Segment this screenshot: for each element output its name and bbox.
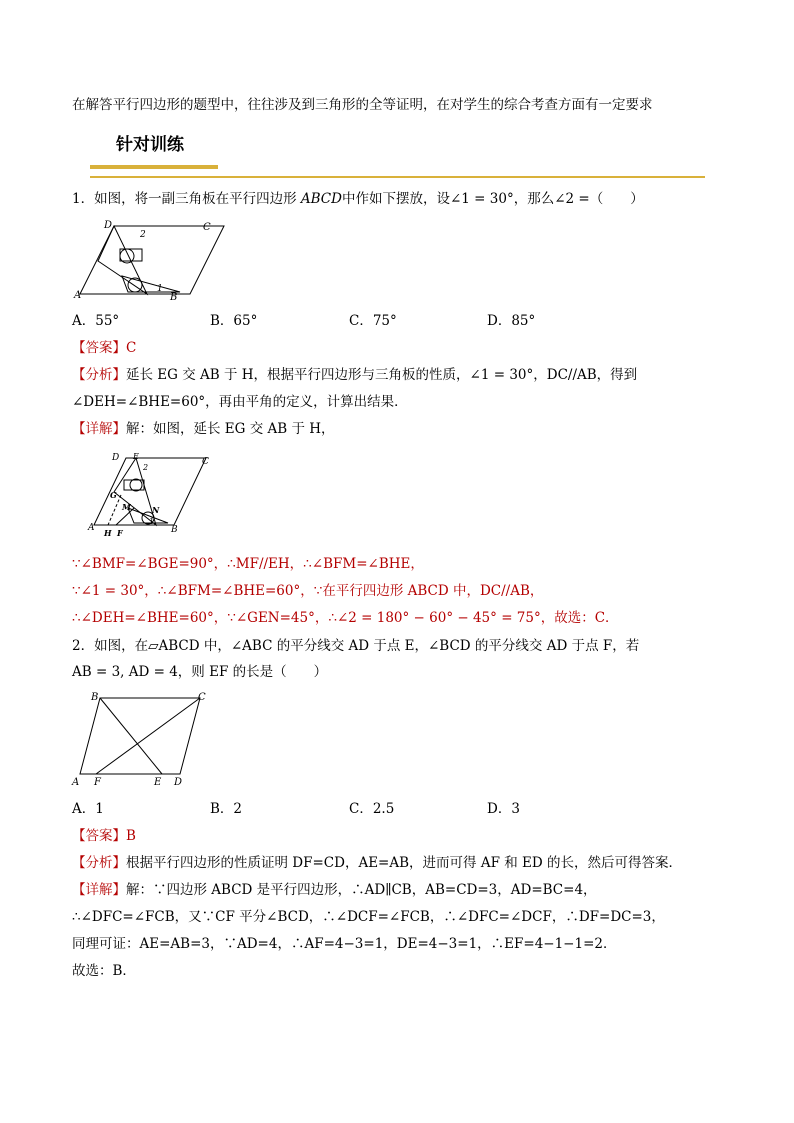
q2-stem-line2: AB = 3, AD = 4，则 EF 的长是（ ） — [72, 664, 328, 680]
label-A: A — [72, 777, 80, 788]
q2-stem-line1: 2．如图，在▱ABCD 中，∠ABC 的平分线交 AD 于点 E，∠BCD 的平分线交 AD 于点 F，若 — [72, 638, 640, 654]
label-2: 2 — [143, 463, 149, 472]
label-1: 1 — [149, 517, 155, 526]
label-2: 2 — [140, 230, 146, 240]
label-N: N — [152, 505, 160, 515]
q2-answer: 【答案】B — [72, 828, 136, 844]
q2-option-c: C．2.5 — [349, 801, 395, 817]
q1-stem: 1．如图，将一副三角板在平行四边形 ABCD中作如下摆放，设∠1 = 30°，那么∠2 =（ ） — [72, 191, 644, 207]
label-C: C — [202, 457, 209, 467]
q2-figure — [70, 688, 220, 788]
label-D: D — [174, 777, 183, 788]
section-divider — [90, 176, 705, 178]
label-E: E — [133, 452, 139, 461]
q1-analysis-line1: 【分析】延长 EG 交 AB 于 H，根据平行四边形与三角板的性质，∠1 = 30°，DC//AB，得到 — [72, 367, 638, 383]
label-B: B — [171, 525, 178, 535]
label-F: F — [94, 777, 101, 788]
label-D: D — [104, 220, 113, 231]
label-B: B — [91, 692, 99, 703]
q2-option-a: A．1 — [72, 801, 104, 817]
q1-option-c: C．75° — [349, 313, 397, 329]
q1-detail-line1: 【详解】解：如图，延长 EG 交 AB 于 H， — [72, 421, 335, 437]
label-B: B — [170, 292, 178, 303]
intro-text: 在解答平行四边形的题型中，往往涉及到三角形的全等证明，在对学生的综合考查方面有一定要求 — [72, 97, 653, 113]
q1-step1: ∵∠BMF=∠BGE=90°，∴MF//EH，∴∠BFM=∠BHE， — [72, 556, 424, 572]
label-E: E — [154, 777, 162, 788]
section-title-underline — [90, 165, 218, 169]
label-C: C — [198, 692, 206, 703]
q2-detail-line4: 故选：B． — [72, 963, 136, 979]
q1-figure — [72, 214, 232, 304]
bisector-BE — [100, 698, 162, 774]
q2-option-b: B．2 — [210, 801, 243, 817]
q1-analysis-line2: ∠DEH=∠BHE=60°，再由平角的定义，计算出结果． — [72, 394, 408, 410]
label-D: D — [112, 453, 120, 463]
q2-detail-line2: ∴∠DFC=∠FCB，又∵CF 平分∠BCD，∴∠DCF=∠FCB，∴∠DFC=∠DCF，∴DF=DC=3， — [72, 909, 665, 925]
label-G: G — [110, 490, 117, 500]
section-title: 针对训练 — [116, 135, 184, 155]
q1-detail-figure — [86, 450, 226, 545]
triangle-30 — [122, 276, 180, 292]
q2-detail-line3: 同理可证：AE=AB=3，∵AD=4，∴AF=4−3=1，DE=4−3=1，∴EF=4−1−1=2． — [72, 936, 617, 952]
q1-step3: ∴∠DEH=∠BHE=60°，∵∠GEN=45°，∴∠2 = 180° − 60° − 45° = 75°，故选：C． — [72, 610, 619, 626]
q2-detail-line1: 【详解】解：∵四边形 ABCD 是平行四边形，∴AD∥CB，AB=CD=3，AD=BC=4， — [72, 882, 597, 898]
label-1: 1 — [157, 284, 163, 294]
q1-step2: ∵∠1 = 30°，∴∠BFM=∠BHE=60°，∵在平行四边形 ABCD 中，DC//AB， — [72, 583, 544, 599]
q1-option-b: B．65° — [210, 313, 258, 329]
label-A: A — [74, 290, 82, 301]
label-F: F — [117, 528, 123, 538]
label-A: A — [88, 523, 95, 533]
label-M: M — [122, 502, 131, 512]
q2-analysis: 【分析】根据平行四边形的性质证明 DF=CD，AE=AB，进而可得 AF 和 ED 的长，然后可得答案． — [72, 855, 682, 871]
label-H: H — [104, 528, 112, 538]
parallelogram — [80, 698, 200, 774]
q1-option-d: D．85° — [487, 313, 536, 329]
q2-option-d: D．3 — [487, 801, 520, 817]
bisector-CF — [96, 698, 200, 774]
q1-option-a: A．55° — [72, 313, 120, 329]
q1-answer: 【答案】C — [72, 340, 137, 356]
label-C: C — [203, 222, 211, 233]
